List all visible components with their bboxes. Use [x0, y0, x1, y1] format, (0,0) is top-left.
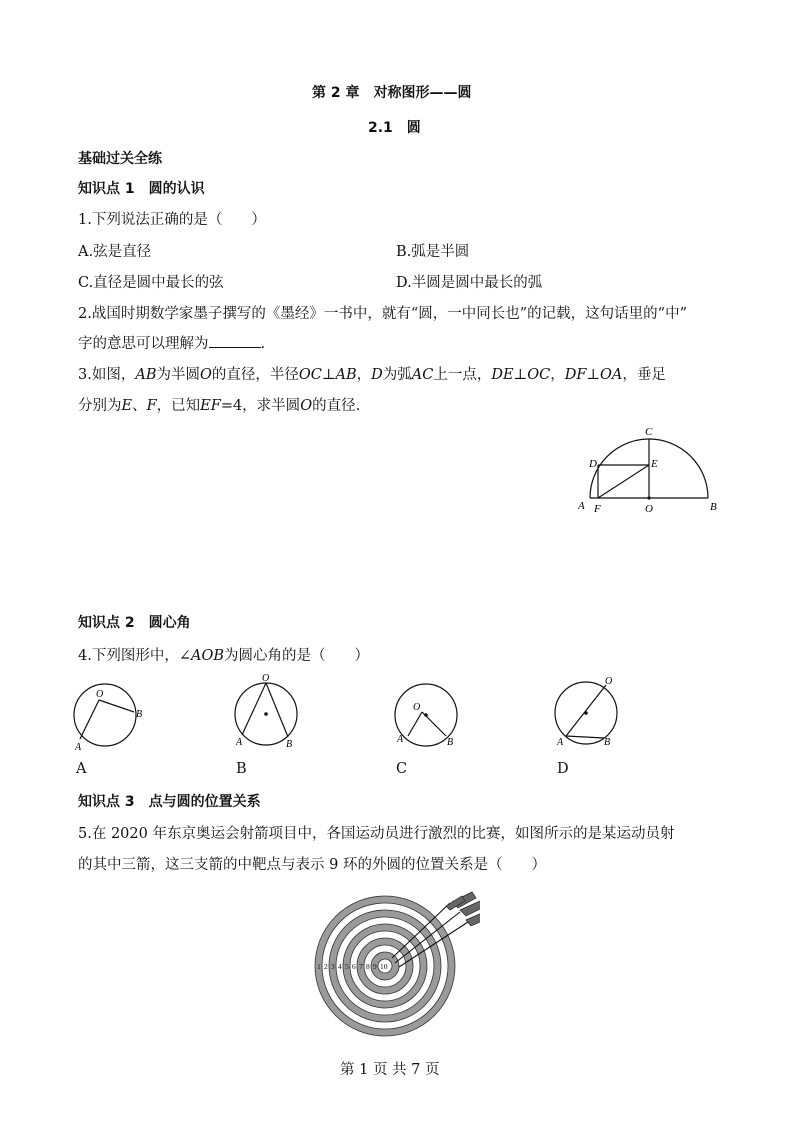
figure-option-b [228, 672, 308, 754]
ring-number: 2 [324, 962, 328, 971]
question-2-line-2 [78, 332, 265, 353]
chapter-title: 第 2 章 对称图形——圆 [312, 85, 472, 101]
label-b: B [710, 501, 717, 513]
ring-number: 9 [373, 962, 377, 971]
knowledge-point-3-heading: 知识点 3 点与圆的位置关系 [78, 794, 261, 810]
page-number: 第 1 页 共 7 页 [340, 1062, 440, 1078]
svg-text:A: A [397, 734, 404, 745]
svg-text:B: B [604, 737, 611, 748]
question-4-stem: 4.下列图形中，∠AOB为圆心角的是（ ） [78, 648, 370, 664]
option-label-a: A [76, 761, 87, 777]
question-2-prefix: 字的意思可以理解为 [78, 336, 209, 352]
svg-text:O: O [262, 673, 270, 684]
question-1-option-a: A.弦是直径 [78, 244, 152, 260]
question-2-suffix: . [260, 336, 266, 352]
label-c: C [645, 426, 653, 438]
figure-option-a [68, 676, 148, 754]
svg-text:A: A [557, 737, 564, 748]
label-o: O [645, 503, 653, 515]
question-5-line-1: 5.在 2020 年东京奥运会射箭项目中，各国运动员进行激烈的比赛，如图所示的是某运动员射 [78, 826, 675, 842]
exercise-section-heading: 基础过关全练 [78, 151, 162, 167]
option-label-c: C [396, 761, 408, 777]
figure-option-c [388, 676, 468, 754]
question-1-option-c: C.直径是圆中最长的弦 [78, 275, 224, 291]
question-3-line-1: 3.如图，AB为半圆O的直径，半径OC⊥AB，D为弧AC上一点，DE⊥OC，DF⊥OA，垂足 [78, 367, 666, 383]
ring-number: 6 [352, 962, 356, 971]
svg-text:A: A [236, 737, 243, 748]
archery-target-figure [300, 888, 480, 1043]
figure-option-d [548, 672, 628, 754]
svg-text:B: B [136, 709, 143, 720]
svg-text:A: A [75, 742, 82, 753]
question-1-option-d: D.半圆是圆中最长的弧 [396, 275, 543, 291]
svg-text:B: B [286, 739, 293, 750]
question-2-line-1: 2.战国时期数学家墨子撰写的《墨经》一书中，就有“圆，一中同长也”的记载，这句话里的“中” [78, 306, 687, 322]
svg-text:O: O [96, 689, 104, 700]
section-title: 2.1 圆 [368, 120, 421, 136]
label-a: A [578, 500, 585, 512]
label-e: E [651, 458, 658, 470]
ring-number: 7 [359, 962, 363, 971]
ring-number: 8 [366, 962, 370, 971]
option-label-b: B [236, 761, 247, 777]
label-d: D [589, 458, 597, 470]
svg-text:O: O [605, 676, 613, 687]
knowledge-point-2-heading: 知识点 2 圆心角 [78, 615, 191, 631]
ring-number: 1 [317, 962, 321, 971]
question-1-stem: 1.下列说法正确的是（ ） [78, 212, 266, 228]
ring-number: 10 [380, 962, 388, 971]
semicircle-figure [570, 420, 730, 520]
question-5-line-2: 的其中三箭，这三支箭的中靶点与表示 9 环的外圆的位置关系是（ ） [78, 857, 546, 873]
ring-number: 3 [331, 962, 335, 971]
question-1-option-b: B.弧是半圆 [396, 244, 470, 260]
label-f: F [594, 503, 601, 515]
answer-blank[interactable] [209, 333, 261, 348]
svg-text:B: B [447, 737, 454, 748]
knowledge-point-1-heading: 知识点 1 圆的认识 [78, 181, 205, 197]
question-3-line-2: 分别为E、F，已知EF=4，求半圆O的直径. [78, 398, 361, 414]
ring-number: 5 [345, 962, 349, 971]
ring-number: 4 [338, 962, 342, 971]
option-label-d: D [557, 761, 569, 777]
svg-text:O: O [413, 702, 421, 713]
